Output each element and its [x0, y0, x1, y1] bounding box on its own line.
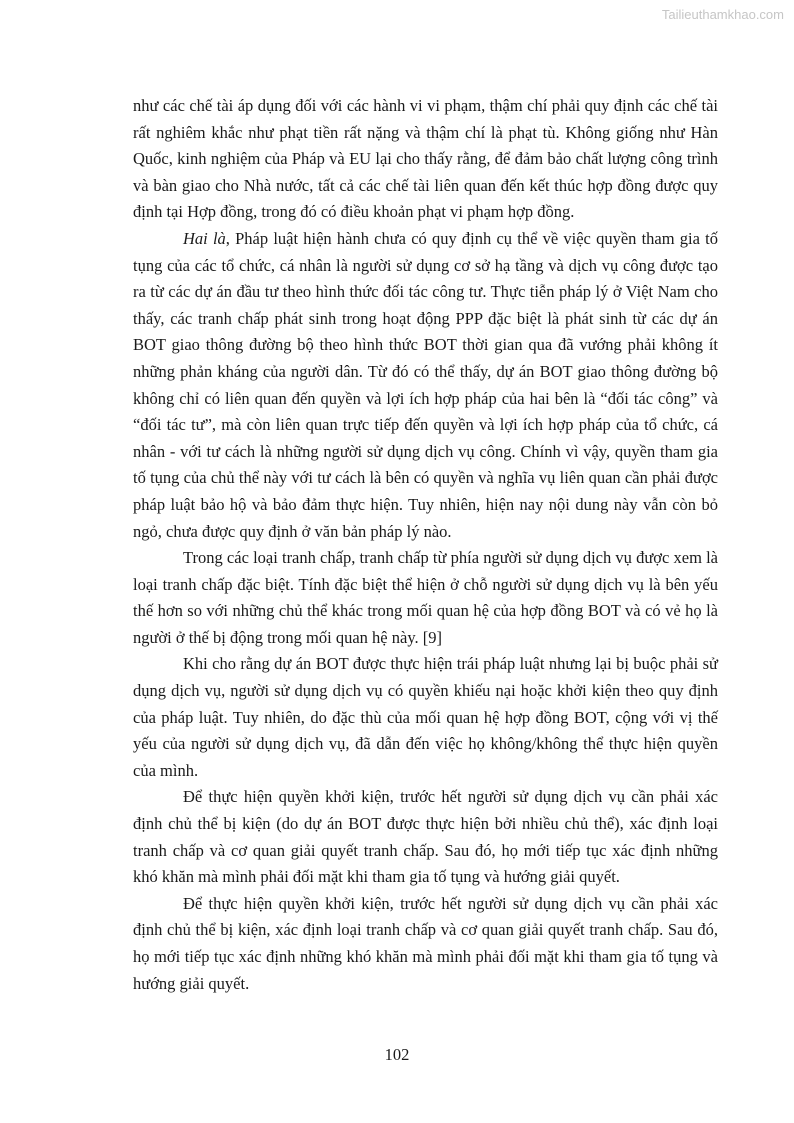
paragraph-3	[133, 545, 718, 651]
paragraph-lead: Hai là	[183, 228, 226, 248]
paragraph-text: Khi cho rằng dự án BOT được thực hiện trái pháp luật nhưng lại bị buộc phải sử dụng dịch vụ, người sử dụng dịch vụ có quyền khiếu nại hoặc khởi kiện theo quy định của pháp luật. Tuy nhiên, do đặc thù của mối quan hệ hợp đồng BOT, cộng với vị thế yếu của người sử dụng dịch vụ, đã dẫn đến việc họ không/không thể thực hiện quyền của mình.	[133, 654, 718, 780]
paragraph-text: Để thực hiện quyền khởi kiện, trước hết người sử dụng dịch vụ cần phải xác định chủ thể bị kiện, xác định loại tranh chấp và cơ quan giải quyết tranh chấp. Sau đó, họ mới tiếp tục xác định những khó khăn mà mình phải đối mặt khi tham gia tố tụng và hướng giải quyết.	[133, 893, 718, 993]
paragraph-text: như các chế tài áp dụng đối với các hành vi vi phạm, thậm chí phải quy định các chế tài rất nghiêm khắc như phạt tiền rất nặng và thậm chí là phạt tù. Không giống như Hàn Quốc, kinh nghiệm của Pháp và EU lại cho thấy rằng, để đảm bảo chất lượng công trình và bàn giao cho Nhà nước, tất cả các chế tài liên quan đến kết thúc hợp đồng được quy định tại Hợp đồng, trong đó có điều khoản phạt vi phạm hợp đồng.	[133, 96, 718, 222]
paragraph-4	[133, 651, 718, 784]
paragraph-2	[133, 226, 718, 545]
paragraph-6	[133, 891, 718, 997]
document-body	[133, 93, 718, 997]
paragraph-text: Trong các loại tranh chấp, tranh chấp từ phía người sử dụng dịch vụ được xem là loại tranh chấp đặc biệt. Tính đặc biệt thể hiện ở chỗ người sử dụng dịch vụ là bên yếu thế hơn so với những chủ thể khác trong mối quan hệ của hợp đồng BOT và có vẻ họ là người ở thế bị động trong mối quan hệ này. [9]	[133, 548, 718, 647]
paragraph-1	[133, 93, 718, 226]
watermark: Tailieuthamkhao.com	[661, 7, 784, 22]
paragraph-text: Để thực hiện quyền khởi kiện, trước hết người sử dụng dịch vụ cần phải xác định chủ thể bị kiện (do dự án BOT được thực hiện bởi nhiều chủ thể), xác định loại tranh chấp và cơ quan giải quyết tranh chấp. Sau đó, họ mới tiếp tục xác định những khó khăn mà mình phải đối mặt khi tham gia tố tụng và hướng giải quyết.	[133, 787, 718, 887]
page-number: 102	[384, 1045, 410, 1064]
paragraph-5	[133, 784, 718, 890]
paragraph-text: , Pháp luật hiện hành chưa có quy định cụ thể về việc quyền tham gia tố tụng của các tổ chức, cá nhân là người sử dụng cơ sở hạ tầng và dịch vụ công được tạo ra từ các dự án đầu tư theo hình thức đối tác công tư. Thực tiễn pháp lý ở Việt Nam cho thấy, các tranh chấp phát sinh trong hoạt động PPP đặc biệt là phát sinh từ các dự án BOT giao thông đường bộ theo hình thức BOT thời gian qua đã vướng phải không ít những phản kháng của người dân. Từ đó có thể thấy, dự án BOT giao thông đường bộ không chỉ có liên quan đến quyền và lợi ích hợp pháp của hai bên là “đối tác công” và “đối tác tư”, mà còn liên quan trực tiếp đến quyền và lợi ích hợp pháp của tổ chức, cá nhân - với tư cách là những người sử dụng dịch vụ công. Chính vì vậy, quyền tham gia tố tụng của chủ thể này với tư cách là bên có quyền và nghĩa vụ liên quan cần phải được pháp luật bảo hộ và bảo đảm thực hiện. Tuy nhiên, hiện nay nội dung này vẫn còn bỏ ngỏ, chưa được quy định ở văn bản pháp lý nào.	[133, 228, 718, 541]
